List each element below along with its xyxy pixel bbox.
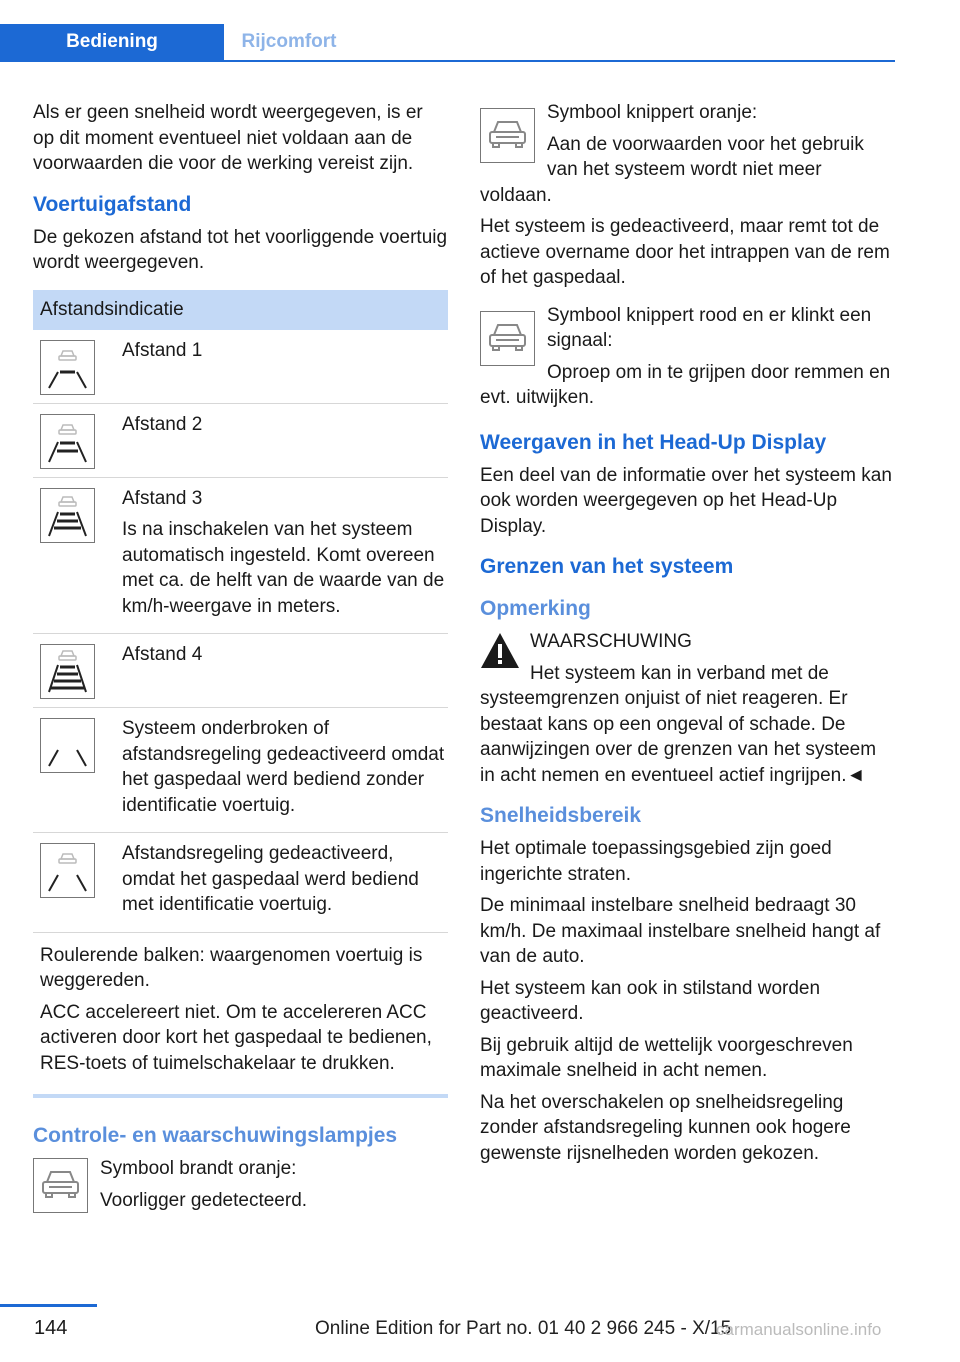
heading-hud: Weergaven in het Head-Up Display: [480, 430, 827, 454]
heading-controle: Controle- en waarschuwingslampjes: [33, 1124, 398, 1147]
heading-voertuigafstand: Voertuigafstand: [33, 192, 192, 216]
tab-bediening[interactable]: Bediening: [0, 24, 224, 60]
paragraph-snelheid-2: De minimaal instelbare snelheid bedraagt 30 km/h. De maximaal instelbare snelheid hangt af van de auto.: [480, 895, 881, 967]
table-row: [33, 708, 448, 833]
row-text: Afstand 4: [122, 644, 203, 665]
header: [0, 24, 895, 62]
edition-text: Online Edition for Part no. 01 40 2 966 245 - X/15: [315, 1318, 732, 1339]
paragraph-snelheid-4: Bij gebruik altijd de wettelijk voorgeschreven maximale snelheid in acht nemen.: [480, 1034, 853, 1081]
table-row: [33, 634, 448, 708]
paragraph-snelheid-3: Het systeem kan ook in stilstand worden geactiveerd.: [480, 977, 821, 1024]
table-header: Afstandsindicatie: [33, 290, 448, 330]
table-row: [33, 330, 448, 404]
distance-1-icon: [40, 340, 95, 395]
paragraph-hud: Een deel van de informatie over het systeem kan ook worden weergegeven op het Head-Up Display.: [480, 464, 892, 537]
table-row: [33, 404, 448, 478]
lamp-orange-line1: Symbool brandt oranje:: [100, 1158, 297, 1179]
car-lamp-icon: [480, 108, 535, 163]
table-bottom-bar: [33, 1094, 448, 1098]
heading-grenzen: Grenzen van het systeem: [480, 555, 734, 578]
lamp-blink-orange-line1: Symbool knippert oranje:: [547, 102, 758, 123]
car-lamp-icon: [33, 1158, 88, 1213]
heading-snelheidsbereik: Snelheidsbereik: [480, 804, 642, 827]
warning-title: WAARSCHUWING: [530, 631, 692, 652]
right-column: [480, 100, 895, 1172]
distance-table: [33, 290, 448, 1099]
car-lamp-icon: [480, 311, 535, 366]
tab-rijcomfort[interactable]: Rijcomfort: [241, 31, 337, 52]
lamp-blink-red: [480, 303, 895, 411]
paragraph-snelheid-5: Na het overschakelen op snelheidsregeling zonder afstandsregeling kunnen ook hogere gewenste rijsnelheden worden gekozen.: [480, 1091, 851, 1164]
row-text: Afstandsregeling gedeactiveerd, omdat het gaspedaal werd bediend met identificatie voertuig.: [122, 843, 419, 915]
distance-3-icon: [40, 488, 95, 543]
distance-deactivated-icon: [40, 843, 95, 898]
row-text: Is na inschakelen van het systeem automatisch ingesteld. Komt overeen met ca. de helft van de waarde van de km/h-weergave in meters.: [122, 519, 445, 617]
heading-opmerking: Opmerking: [480, 597, 591, 620]
warning-block: [480, 629, 895, 788]
lamp-blink-red-line1: Symbool knippert rood en er klinkt een signaal:: [547, 304, 872, 351]
table-note: [33, 933, 448, 1089]
row-text: Systeem onderbroken of afstandsregeling gedeactiveerd omdat het gaspedaal werd bediend zonder identificatie voertuig.: [122, 718, 445, 816]
row-text: Afstand 1: [122, 339, 203, 361]
distance-interrupted-icon: [40, 718, 95, 773]
deactivated-paragraph: Het systeem is gedeactiveerd, maar remt tot de actieve overname door het intrappen van de rem of het gaspedaal.: [480, 216, 890, 288]
note-rolling-bars: Roulerende balken: waargenomen voertuig is weggereden.: [40, 944, 423, 991]
lamp-blink-orange-line2: Aan de voorwaarden voor het gebruik van het systeem wordt niet meer voldaan.: [480, 133, 864, 206]
warning-triangle-icon: [480, 631, 520, 671]
lamp-orange-row: [33, 1156, 448, 1219]
lamp-blink-orange: [480, 100, 895, 208]
page-number-rule: [0, 1304, 97, 1307]
row-text: Afstand 3: [122, 487, 203, 509]
intro-paragraph: Als er geen snelheid wordt weergegeven, is er op dit moment eventueel niet voldaan aan de voorwaarden die voor de werking vereist zijn.: [33, 102, 423, 174]
header-divider: [0, 60, 895, 62]
distance-4-icon: [40, 644, 95, 699]
paragraph-snelheid-1: Het optimale toepassingsgebied zijn goed ingerichte straten.: [480, 838, 832, 885]
table-row: [33, 478, 448, 635]
watermark: carmanualsonline.info: [716, 1320, 882, 1339]
lamp-blink-red-line2: Oproep om in te grijpen door remmen en evt. uitwijken.: [480, 361, 891, 408]
paragraph-voertuigafstand: De gekozen afstand tot het voorliggende voertuig wordt weergegeven.: [33, 226, 448, 273]
note-acc: ACC accelereert niet. Om te accelereren ACC activeren door kort het gaspedaal te bedienen, RES-toets of tuimelschakelaar te drukken.: [40, 1001, 432, 1074]
page-number: 144: [34, 1317, 68, 1339]
left-column: [33, 100, 448, 1219]
row-text: Afstand 2: [122, 413, 203, 435]
warning-text: Het systeem kan in verband met de systeemgrenzen onjuist of niet reageren. Er bestaat kans op een ongeval of schade. De aanwijzingen over de grenzen van het systeem in acht nemen en eventueel actief ingrijpen.◄: [480, 662, 877, 786]
lamp-orange-line2: Voorligger gedetecteerd.: [100, 1189, 308, 1211]
distance-2-icon: [40, 414, 95, 469]
table-row: [33, 833, 448, 932]
